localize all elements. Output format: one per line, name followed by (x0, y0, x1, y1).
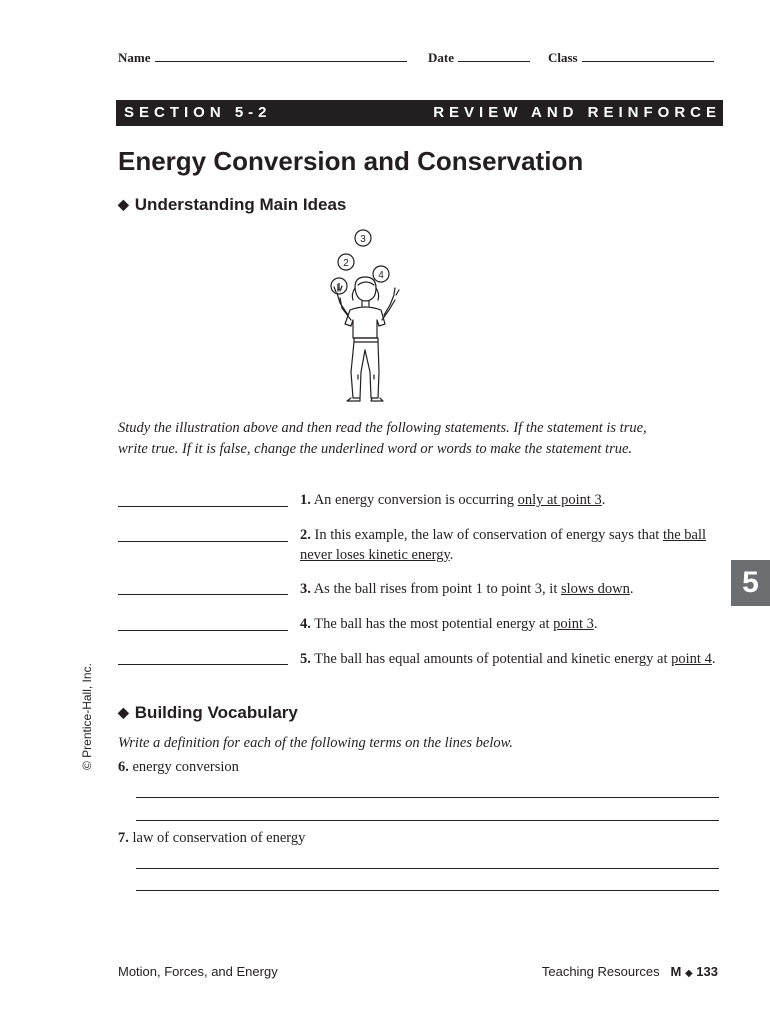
statement-end: . (629, 581, 634, 597)
statement-underlined: the ball never loses kinetic energy (300, 527, 707, 563)
statement-2 (300, 525, 720, 565)
statement-text: An energy conversion is occurring (313, 492, 518, 508)
vocabulary-heading (118, 703, 298, 723)
section-type: REVIEW AND REINFORCE (433, 104, 721, 121)
answer-line-3[interactable] (118, 594, 288, 595)
answer-line-5[interactable] (118, 664, 288, 665)
vocab-number: 7. (118, 830, 129, 846)
footer-book-letter: M (670, 964, 682, 979)
ball-label-4: 4 (378, 270, 384, 281)
vocab-number: 6. (118, 759, 129, 775)
statement-1 (300, 490, 720, 510)
statement-number: 2. (300, 527, 311, 543)
statement-number: 4. (300, 616, 311, 632)
ball-label-1: 1 (336, 282, 342, 293)
main-ideas-instructions: Study the illustration above and then read the following statements. If the statement is true, write true. If it is false, change the underlined word or words to make the statement true. (118, 420, 647, 457)
statement-number: 3. (300, 581, 311, 597)
statement-end: . (593, 616, 598, 632)
statement-text: The ball has equal amounts of potential and kinetic energy at (314, 651, 672, 667)
footer-resource: Teaching Resources (541, 964, 660, 979)
section-number: SECTION 5-2 (124, 104, 272, 121)
statement-5 (300, 649, 720, 669)
definition-line[interactable] (136, 890, 719, 891)
definition-line[interactable] (136, 797, 719, 798)
answer-line-4[interactable] (118, 630, 288, 631)
page-title: Energy Conversion and Conservation (118, 146, 584, 176)
statement-text: The ball has the most potential energy at (314, 616, 554, 632)
statement-underlined: slows down (561, 581, 630, 597)
main-ideas-heading-text: Understanding Main Ideas (134, 195, 347, 214)
footer-page-info (542, 964, 718, 979)
diamond-icon: ◆ (118, 704, 129, 720)
diamond-icon: ◆ (118, 196, 129, 212)
statement-number: 5. (300, 651, 311, 667)
statement-text: In this example, the law of conservation of energy says that (314, 527, 663, 543)
definition-line[interactable] (136, 820, 719, 821)
vocab-term: law of conservation of energy (132, 830, 306, 846)
copyright-text: © Prentice-Hall, Inc. (80, 663, 94, 770)
class-field-row (548, 50, 714, 66)
date-line[interactable] (458, 50, 530, 62)
date-field-row (428, 50, 530, 66)
name-line[interactable] (155, 50, 407, 62)
statement-end: . (449, 547, 454, 563)
ball-label-3: 3 (360, 234, 366, 245)
answer-line-1[interactable] (118, 506, 288, 507)
statement-end: . (601, 492, 606, 508)
class-label: Class (548, 50, 578, 65)
section-bar (116, 100, 723, 126)
statement-3 (300, 579, 720, 599)
vocab-term: energy conversion (132, 759, 239, 775)
date-label: Date (428, 50, 454, 65)
statement-underlined: point 4 (671, 651, 712, 667)
definition-line[interactable] (136, 868, 719, 869)
statement-text: As the ball rises from point 1 to point 3, it (313, 581, 561, 597)
vocab-item-7 (118, 830, 305, 847)
vocabulary-heading-text: Building Vocabulary (134, 703, 298, 722)
statement-underlined: point 3 (553, 616, 594, 632)
name-field-row (118, 50, 407, 66)
footer-book-title: Motion, Forces, and Energy (118, 964, 278, 979)
name-label: Name (118, 50, 151, 65)
statement-end: . (711, 651, 716, 667)
ball-label-2: 2 (343, 258, 349, 269)
vocab-item-6 (118, 759, 239, 776)
answer-line-2[interactable] (118, 541, 288, 542)
diamond-icon: ◆ (684, 968, 693, 979)
statement-underlined: only at point 3 (517, 492, 602, 508)
class-line[interactable] (582, 50, 714, 62)
vocabulary-instructions: Write a definition for each of the following terms on the lines below. (118, 735, 513, 751)
main-ideas-heading (118, 195, 346, 215)
page-number: 133 (696, 964, 718, 979)
statement-4 (300, 614, 720, 634)
juggler-illustration (300, 225, 440, 405)
chapter-tab: 5 (731, 560, 770, 606)
statement-number: 1. (300, 492, 311, 508)
